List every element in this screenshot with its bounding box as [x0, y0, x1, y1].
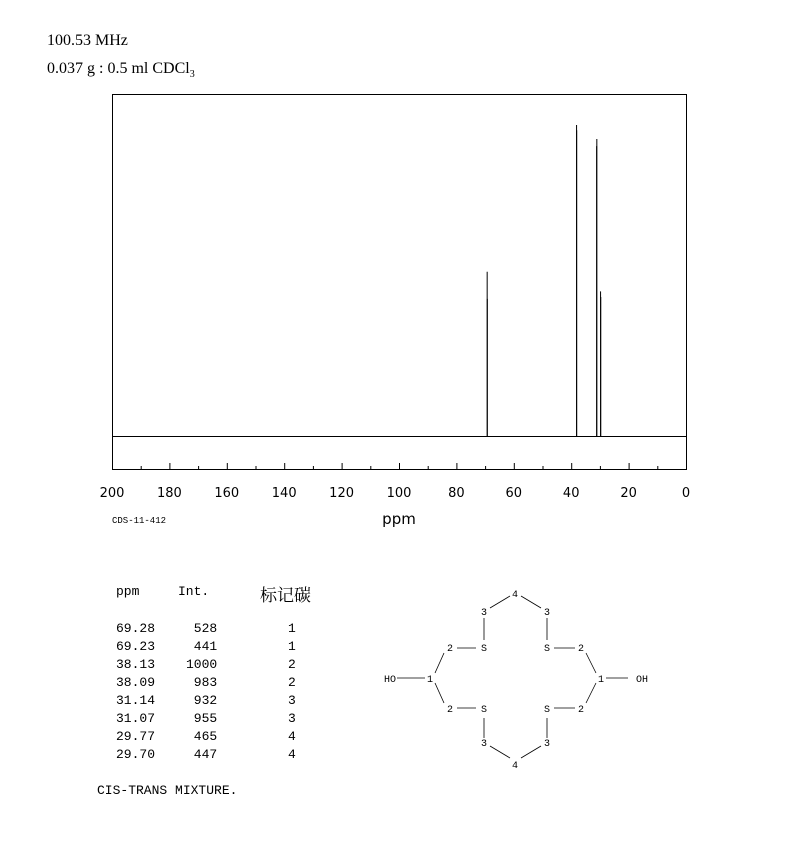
atom-c1-left: 1	[426, 675, 434, 686]
sample-info-subscript: 3	[189, 69, 195, 81]
x-tick-label: 120	[329, 486, 355, 501]
cell-int: 955	[193, 711, 218, 726]
x-axis-tick-labels	[100, 486, 691, 501]
cell-int: 447	[193, 747, 218, 762]
atom-c3-upper-right: 3	[543, 608, 551, 619]
atom-c4-bottom: 4	[511, 761, 519, 772]
atom-c3-lower-right: 3	[543, 739, 551, 750]
atom-c4-top: 4	[511, 590, 519, 601]
cell-int: 441	[193, 639, 218, 654]
atom-c3-lower-left: 3	[480, 739, 488, 750]
table-header-carbon: 标记碳	[260, 586, 311, 606]
x-tick-label: 140	[271, 486, 297, 501]
cell-ppm: 31.14	[116, 693, 156, 708]
cell-carbon: 4	[288, 729, 296, 744]
x-tick-label: 180	[156, 486, 182, 501]
cell-carbon: 1	[288, 621, 296, 636]
x-tick-label: 20	[620, 486, 637, 501]
atom-c3-upper-left: 3	[480, 608, 488, 619]
cell-int: 983	[193, 675, 218, 690]
x-axis-ticks	[113, 463, 687, 469]
atom-c2-lower-right: 2	[577, 705, 585, 716]
x-tick-label: 100	[386, 486, 412, 501]
cell-carbon: 2	[288, 657, 296, 672]
spectrum-peaks	[487, 125, 601, 436]
x-axis-label: ppm	[382, 510, 416, 528]
atom-oh-left: HO	[383, 675, 397, 686]
cell-int: 1000	[186, 657, 218, 672]
cell-carbon: 2	[288, 675, 296, 690]
table-header-int: Int.	[178, 584, 210, 599]
cell-ppm: 69.28	[116, 621, 156, 636]
atom-c2-upper-left: 2	[446, 644, 454, 655]
cell-carbon: 1	[288, 639, 296, 654]
cell-carbon: 3	[288, 693, 296, 708]
cell-int: 932	[193, 693, 218, 708]
spectrum-code: CDS-11-412	[112, 516, 167, 526]
sample-info-text: 0.037 g : 0.5 ml CDCl	[47, 60, 190, 77]
cell-ppm: 29.77	[116, 729, 156, 744]
x-tick-label: 40	[562, 486, 580, 501]
molecule-structure	[370, 580, 700, 780]
structure-atoms	[384, 590, 648, 772]
atom-c2-upper-right: 2	[577, 644, 585, 655]
spectrometer-frequency: 100.53 MHz	[47, 32, 128, 49]
cell-int: 528	[193, 621, 218, 636]
cell-ppm: 69.23	[116, 639, 156, 654]
atom-s-lower-left: S	[480, 705, 488, 716]
x-tick-label: 200	[99, 486, 125, 501]
atom-s-upper-right: S	[543, 644, 551, 655]
cell-ppm: 31.07	[116, 711, 156, 726]
mixture-note: CIS-TRANS MIXTURE.	[97, 783, 238, 798]
cell-int: 465	[193, 729, 218, 744]
cell-ppm: 29.70	[116, 747, 156, 762]
atom-s-lower-right: S	[543, 705, 551, 716]
cell-ppm: 38.13	[116, 657, 156, 672]
x-tick-label: 80	[448, 486, 465, 501]
cell-carbon: 4	[288, 747, 296, 762]
atom-s-upper-left: S	[480, 644, 488, 655]
atom-c1-right: 1	[597, 675, 605, 686]
atom-oh-right: OH	[635, 675, 649, 686]
atom-c2-lower-left: 2	[446, 705, 454, 716]
x-tick-label: 0	[681, 486, 691, 501]
x-tick-label: 160	[214, 486, 240, 501]
table-header-ppm: ppm	[116, 584, 140, 599]
cell-ppm: 38.09	[116, 675, 156, 690]
cell-carbon: 3	[288, 711, 296, 726]
x-tick-label: 60	[505, 486, 523, 501]
